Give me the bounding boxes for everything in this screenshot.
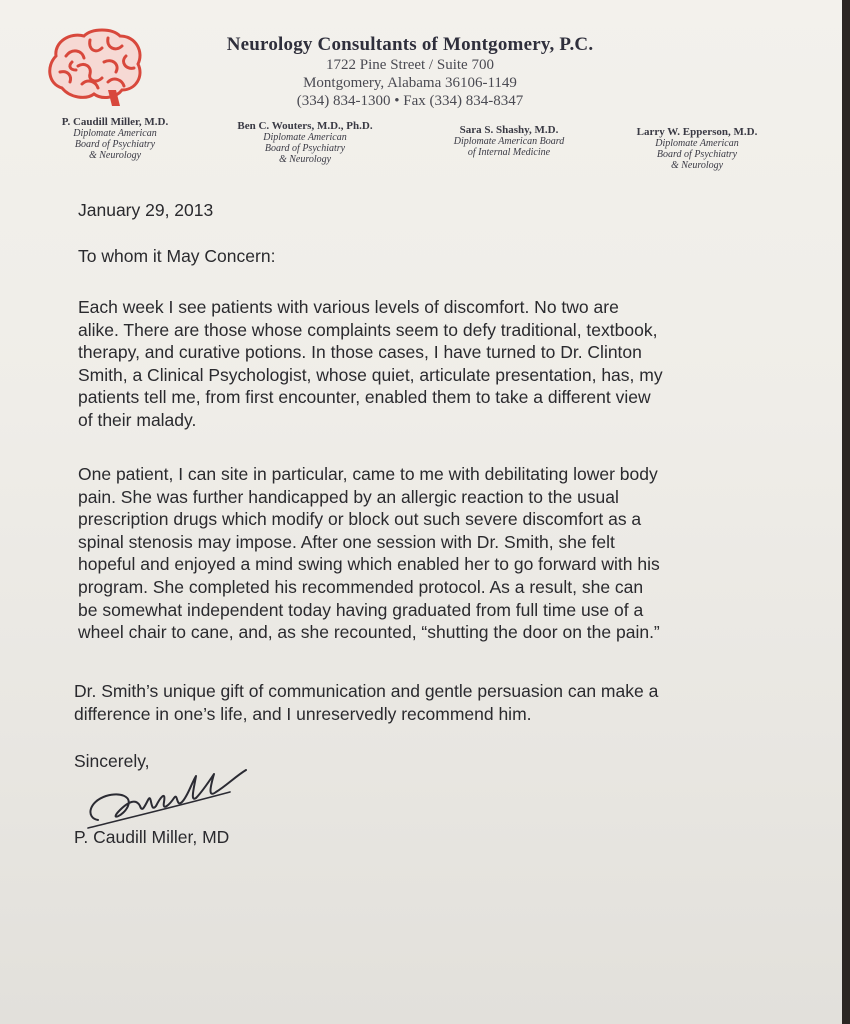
doctor-credential: of Internal Medicine bbox=[467, 147, 551, 158]
doctor-name: Ben C. Wouters, M.D., Ph.D. bbox=[237, 120, 373, 132]
closing: Sincerely, bbox=[74, 751, 150, 771]
text-line: of their malady. bbox=[78, 409, 197, 430]
paragraph-1 bbox=[78, 296, 758, 432]
salutation: To whom it May Concern: bbox=[78, 246, 276, 266]
text-line: wheel chair to cane, and, as she recounted, “shutting the door on the pain.” bbox=[78, 622, 660, 643]
doctor-name: Larry W. Epperson, M.D. bbox=[636, 126, 758, 138]
doctor-credential: Board of Psychiatry bbox=[264, 143, 346, 154]
text-line: Smith, a Clinical Psychologist, whose quiet, articulate presentation, has, my bbox=[78, 364, 663, 385]
text-line: program. She completed his recommended protocol. As a result, she can bbox=[78, 576, 644, 597]
doctor-credential: & Neurology bbox=[278, 154, 332, 165]
doctor-credential: Diplomate American bbox=[655, 138, 739, 149]
text-line: patients tell me, from first encounter, enabled them to take a different view bbox=[78, 387, 651, 408]
brain-icon bbox=[42, 26, 146, 110]
doctor-miller bbox=[20, 116, 210, 161]
paragraph-2 bbox=[78, 463, 758, 644]
text-line: alike. There are those whose complaints seem to defy traditional, textbook, bbox=[78, 319, 658, 340]
text-line: prescription drugs which modify or block out such severe discomfort as a bbox=[78, 509, 642, 530]
doctor-credential: & Neurology bbox=[670, 160, 724, 171]
address-street: 1722 Pine Street / Suite 700 bbox=[326, 57, 494, 73]
background-edge bbox=[842, 0, 850, 1024]
doctor-shashy bbox=[414, 124, 604, 158]
doctor-credential: Diplomate American bbox=[73, 128, 157, 139]
doctor-name: Sara S. Shashy, M.D. bbox=[459, 124, 559, 136]
doctor-credential: Board of Psychiatry bbox=[656, 149, 738, 160]
paragraph-3 bbox=[74, 680, 754, 725]
doctor-name: P. Caudill Miller, M.D. bbox=[61, 116, 169, 128]
doctor-credential: & Neurology bbox=[88, 150, 142, 161]
text-line: be somewhat independent today having graduated from full time use of a bbox=[78, 599, 644, 620]
text-line: Each week I see patients with various levels of discomfort. No two are bbox=[78, 297, 619, 317]
phone-fax: (334) 834-1300 • Fax (334) 834-8347 bbox=[296, 93, 524, 109]
signature bbox=[80, 762, 265, 832]
text-line: spinal stenosis may impose. After one session with Dr. Smith, she felt bbox=[78, 531, 615, 552]
text-line: pain. She was further handicapped by an allergic reaction to the usual bbox=[78, 486, 619, 507]
doctor-epperson bbox=[602, 126, 792, 171]
doctor-credential: Diplomate American bbox=[263, 132, 347, 143]
text-line: hopeful and enjoyed a mind swing which enabled her to go forward with his bbox=[78, 554, 660, 575]
signer-name: P. Caudill Miller, MD bbox=[74, 827, 230, 847]
text-line: difference in one’s life, and I unreservedly recommend him. bbox=[74, 703, 532, 724]
text-line: Dr. Smith’s unique gift of communication and gentle persuasion can make a bbox=[74, 681, 659, 701]
letter-date: January 29, 2013 bbox=[78, 200, 214, 220]
doctor-credential: Diplomate American Board bbox=[453, 136, 565, 147]
text-line: therapy, and curative potions. In those cases, I have turned to Dr. Clinton bbox=[78, 342, 642, 363]
doctor-wouters bbox=[210, 120, 400, 165]
text-line: One patient, I can site in particular, came to me with debilitating lower body bbox=[78, 464, 658, 484]
firm-name: Neurology Consultants of Montgomery, P.C. bbox=[226, 34, 594, 55]
letterhead bbox=[150, 34, 670, 110]
address-city: Montgomery, Alabama 36106-1149 bbox=[303, 75, 517, 91]
doctor-credential: Board of Psychiatry bbox=[74, 139, 156, 150]
